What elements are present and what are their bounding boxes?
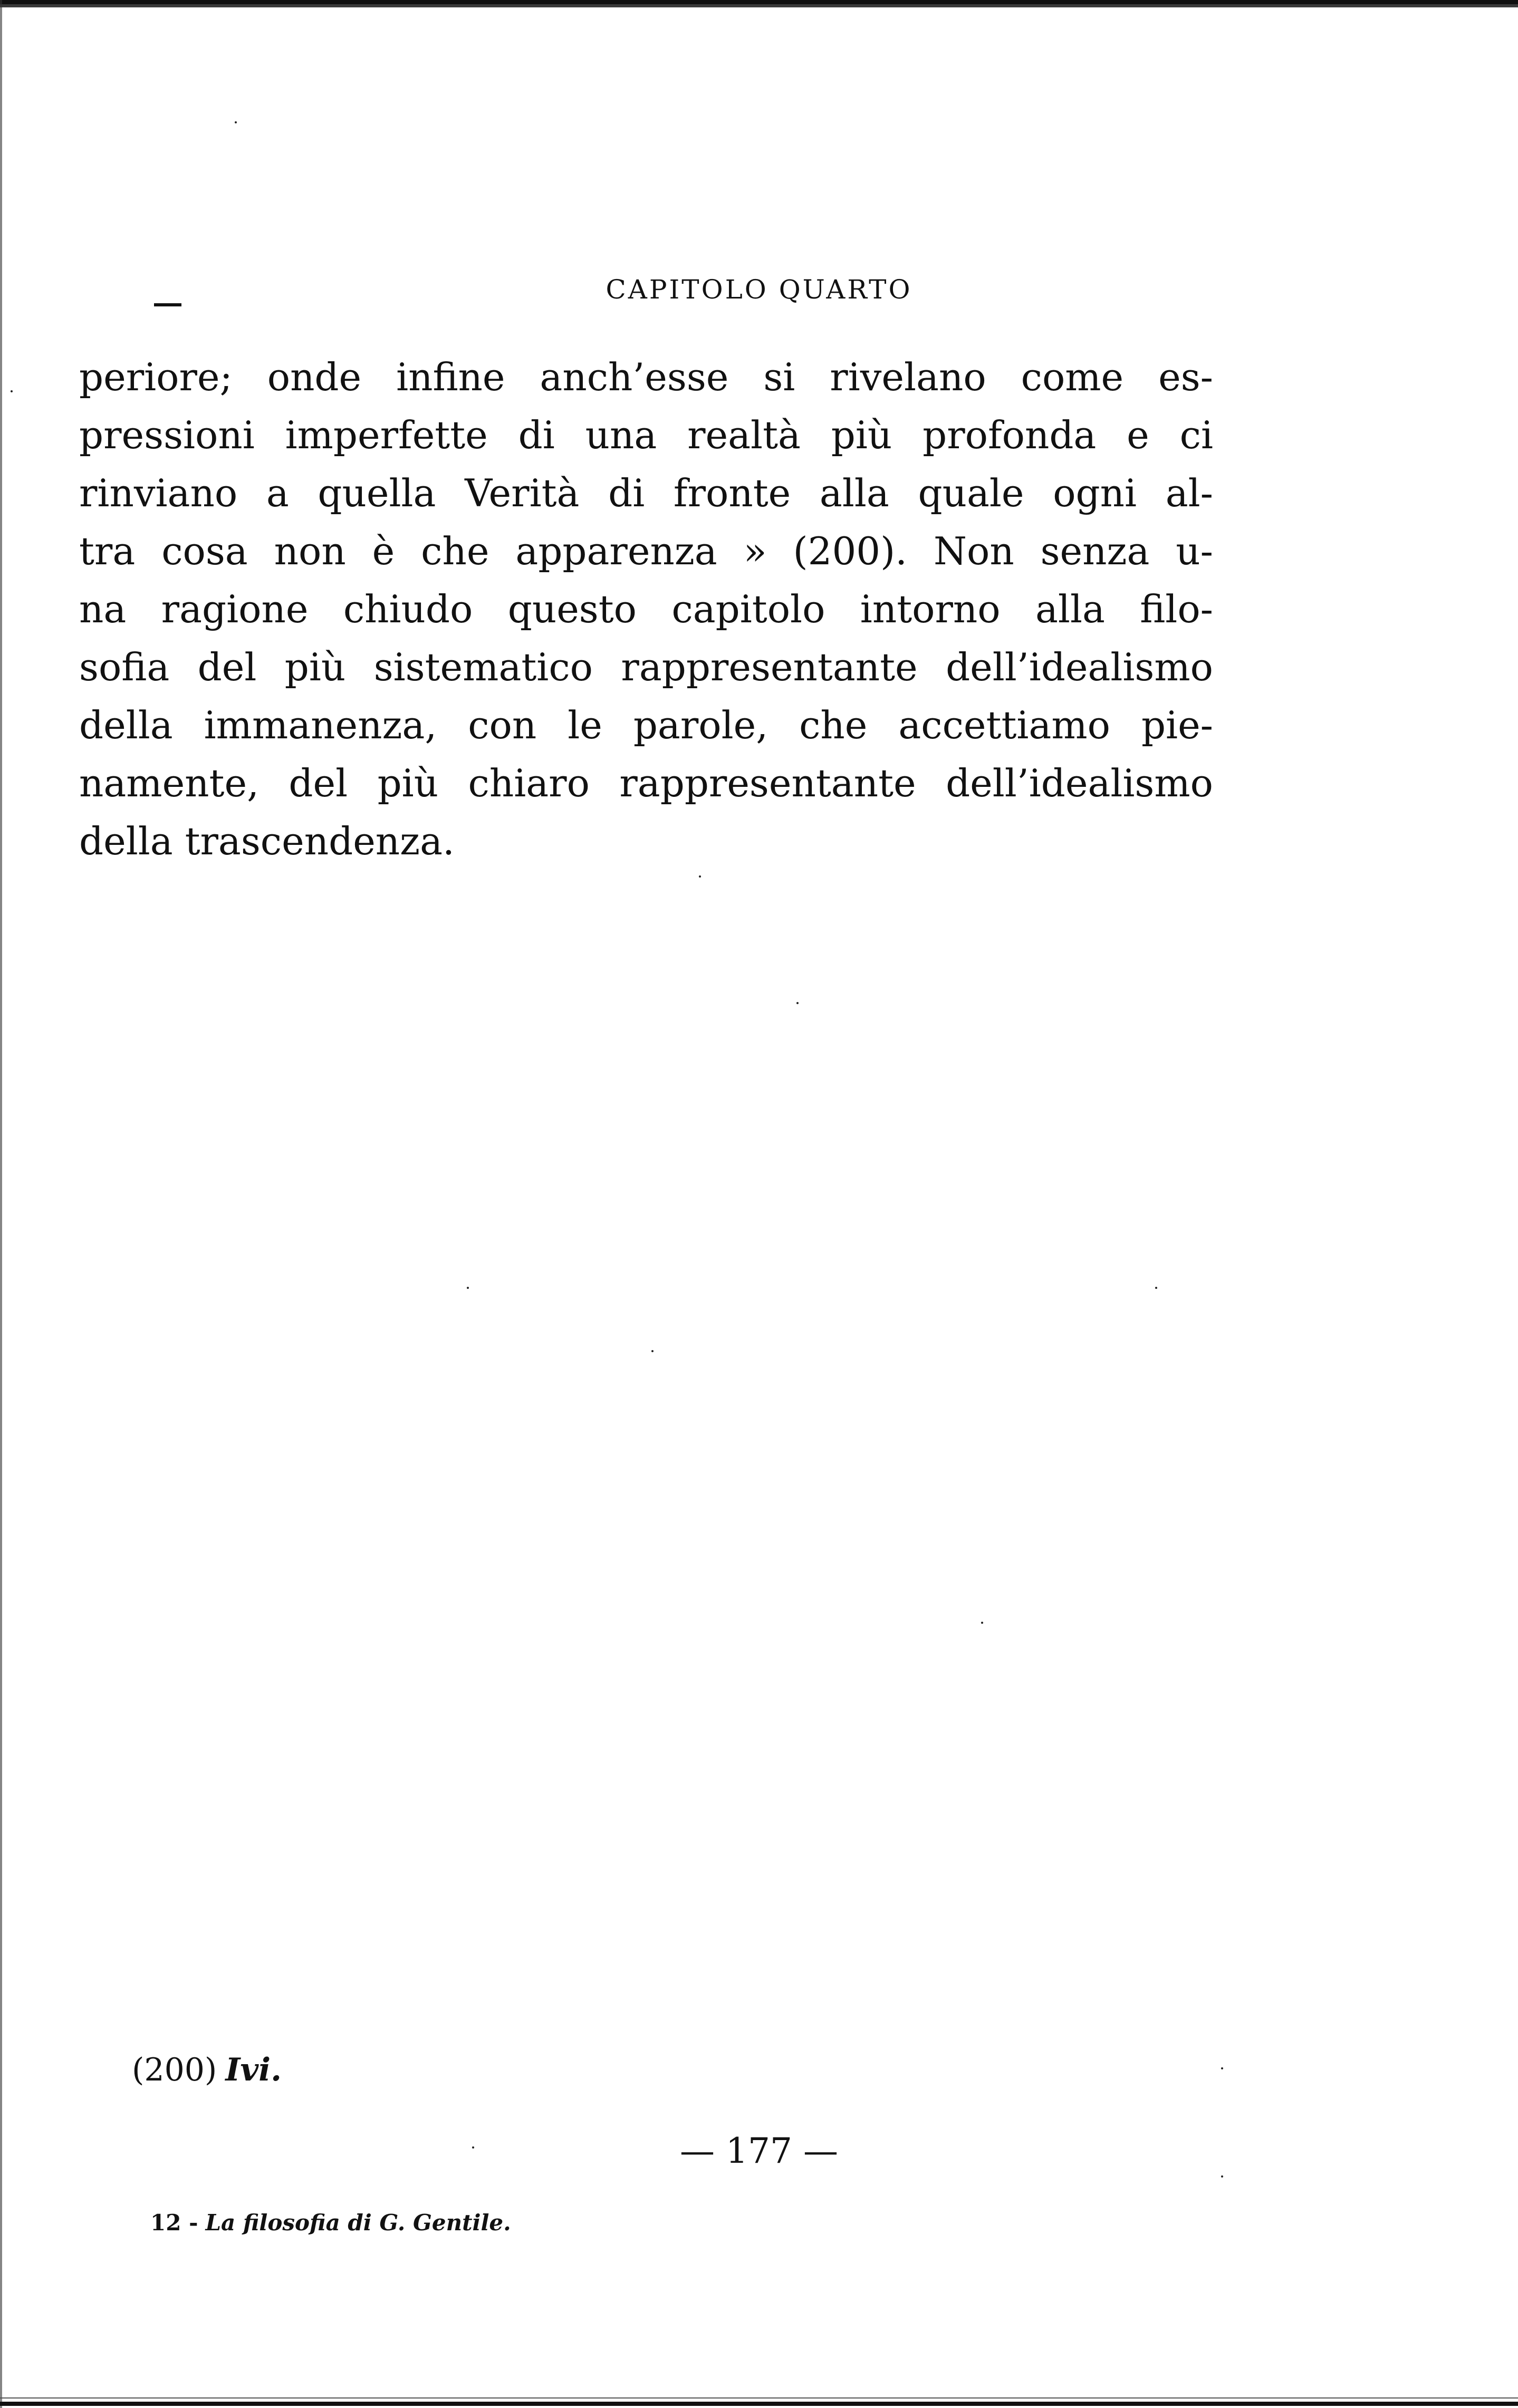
footnote-number: (200) <box>132 2051 217 2088</box>
scan-speck <box>1221 2067 1223 2069</box>
footnote-text: Ivi. <box>225 2051 282 2088</box>
signature-number: 12 - <box>150 2210 198 2236</box>
footnote <box>132 2051 282 2088</box>
scan-edge-top <box>0 0 1518 12</box>
body-line: della trascendenza. <box>79 819 455 863</box>
scan-speck <box>699 875 701 878</box>
running-head: CAPITOLO QUARTO <box>606 274 912 305</box>
signature-line <box>150 2210 511 2236</box>
scan-speck <box>235 121 237 123</box>
page-number: — 177 — <box>680 2131 838 2171</box>
body-line: pressioni imperfette di una realtà più profonda e ci <box>79 413 1213 457</box>
body-line: tra cosa non è che apparenza » (200). Non senza u- <box>79 529 1213 573</box>
body-line: na ragione chiudo questo capitolo intorno alla filo- <box>79 587 1213 631</box>
scan-speck <box>467 1287 469 1289</box>
scan-speck <box>1155 1287 1157 1289</box>
body-line: rinviano a quella Verità di fronte alla quale ogni al- <box>79 471 1213 515</box>
scan-speck <box>11 390 13 392</box>
signature-title: La filosofia di G. Gentile. <box>205 2210 511 2236</box>
scan-speck <box>981 1622 983 1624</box>
body-line: periore; onde infine anch’esse si rivelano come es- <box>79 355 1213 399</box>
scan-speck <box>796 1002 799 1004</box>
scan-speck <box>1221 2175 1223 2178</box>
body-line: namente, del più chiaro rappresentante dell’idealismo <box>79 761 1213 805</box>
scan-edge-left <box>0 0 2 2408</box>
body-paragraph <box>79 348 1213 870</box>
scan-edge-bottom <box>0 2393 1518 2408</box>
body-line: della immanenza, con le parole, che accettiamo pie- <box>79 703 1213 747</box>
body-line: sofia del più sistematico rappresentante dell’idealismo <box>79 645 1213 689</box>
scan-speck <box>651 1350 654 1352</box>
